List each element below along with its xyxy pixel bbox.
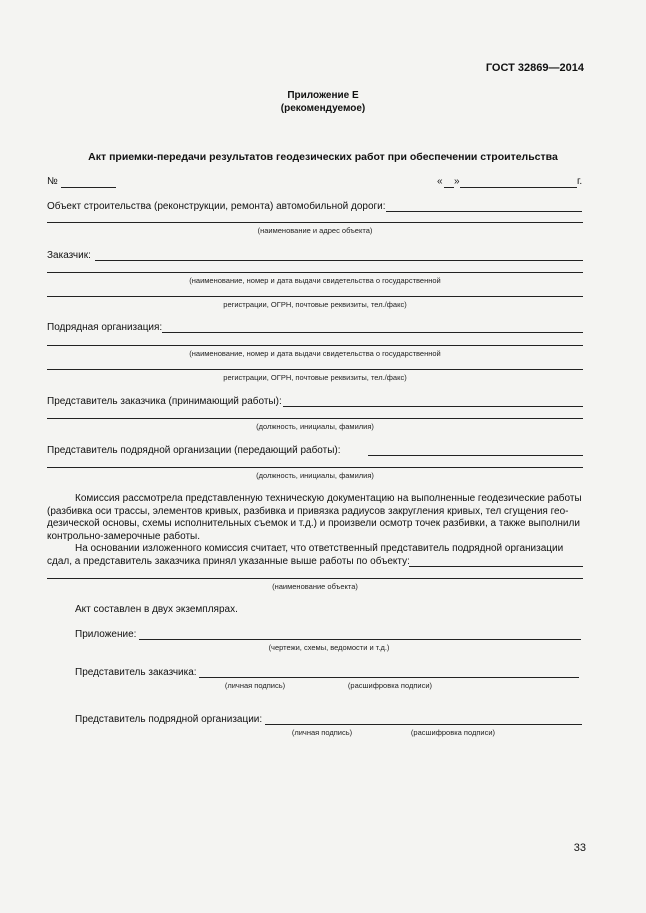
date-close-quote: » [454, 176, 460, 187]
sign-customer-signature-caption: (личная подпись) [224, 681, 286, 690]
customer-caption-2: регистрации, ОГРН, почтовые реквизиты, тел./факс) [223, 300, 407, 309]
work-object-caption: (наименование объекта) [272, 582, 358, 591]
customer-field-line-3[interactable] [47, 296, 583, 297]
annex-heading [0, 89, 646, 115]
attachment-caption: (чертежи, схемы, ведомости и т.д.) [268, 643, 390, 652]
paragraph-line: сдал, а представитель заказчика принял указанные выше работы по объекту: [47, 555, 410, 567]
paragraph-line: дезической основы, схемы исполнительных съемок и т.д.) и произвели осмотр точек разбивки, а также выполнили [47, 518, 580, 530]
paragraph-line: Комиссия рассмотрела представленную техническую документацию на выполненные геодезические работы [75, 493, 582, 504]
customer-rep-label: Представитель заказчика (принимающий работы): [47, 396, 282, 407]
date-day-field[interactable] [444, 187, 454, 188]
sign-customer-field[interactable] [199, 677, 579, 678]
customer-field-line-2[interactable] [47, 272, 583, 273]
contractor-rep-field-line-2[interactable] [47, 467, 583, 468]
contractor-caption-1: (наименование, номер и дата выдачи свидетельства о государственной [189, 349, 441, 358]
paragraph-line: контрольно-замерочные работы. [47, 530, 200, 542]
contractor-rep-caption: (должность, инициалы, фамилия) [256, 471, 374, 480]
contractor-field-line-2[interactable] [47, 345, 583, 346]
customer-label: Заказчик: [47, 250, 91, 261]
paragraph-line: (разбивка оси трассы, элементов кривых, разбивка и привязка радиусов закругления кривых, тел сгущения гео- [47, 505, 569, 517]
object-field[interactable] [386, 211, 582, 212]
object-label: Объект строительства (реконструкции, ремонта) автомобильной дороги: [47, 201, 386, 212]
date-open-quote: « [437, 176, 443, 187]
contractor-caption-2: регистрации, ОГРН, почтовые реквизиты, тел./факс) [223, 373, 407, 382]
contractor-field-line-3[interactable] [47, 369, 583, 370]
attachment-label: Приложение: [75, 629, 137, 640]
contractor-rep-label: Представитель подрядной организации (передающий работы): [47, 445, 341, 456]
sign-customer-label: Представитель заказчика: [75, 667, 197, 678]
commission-paragraph [47, 493, 583, 569]
contractor-label: Подрядная организация: [47, 322, 163, 333]
sign-contractor-label: Представитель подрядной организации: [75, 714, 263, 725]
standard-code: ГОСТ 32869—2014 [485, 62, 584, 74]
work-object-field[interactable] [409, 566, 583, 567]
sign-contractor-name-caption: (расшифровка подписи) [410, 728, 496, 737]
date-year-suffix: г. [577, 176, 583, 187]
customer-rep-field-line-2[interactable] [47, 418, 583, 419]
copies-note: Акт составлен в двух экземплярах. [75, 604, 238, 615]
customer-caption-1: (наименование, номер и дата выдачи свидетельства о государственной [189, 276, 441, 285]
object-caption: (наименование и адрес объекта) [257, 226, 373, 235]
page-number: 33 [573, 842, 586, 854]
customer-rep-caption: (должность, инициалы, фамилия) [256, 422, 374, 431]
act-title: Акт приемки-передачи результатов геодезических работ при обеспечении строительства [88, 151, 558, 163]
annex-title: Приложение Е [287, 90, 359, 101]
number-field[interactable] [61, 187, 116, 188]
attachment-field[interactable] [139, 639, 581, 640]
work-object-field-line-2[interactable] [47, 578, 583, 579]
sign-customer-name-caption: (расшифровка подписи) [347, 681, 433, 690]
annex-status: (рекомендуемое) [280, 103, 366, 114]
customer-rep-field[interactable] [283, 406, 583, 407]
date-month-year-field[interactable] [460, 187, 577, 188]
paragraph-line: На основании изложенного комиссия считает, что ответственный представитель подрядной организации [75, 543, 564, 555]
object-field-line-2[interactable] [47, 222, 583, 223]
sign-contractor-signature-caption: (личная подпись) [291, 728, 353, 737]
number-label: № [47, 176, 58, 187]
contractor-rep-field[interactable] [368, 455, 583, 456]
contractor-field[interactable] [162, 332, 583, 333]
sign-contractor-field[interactable] [265, 724, 582, 725]
customer-field[interactable] [95, 260, 583, 261]
